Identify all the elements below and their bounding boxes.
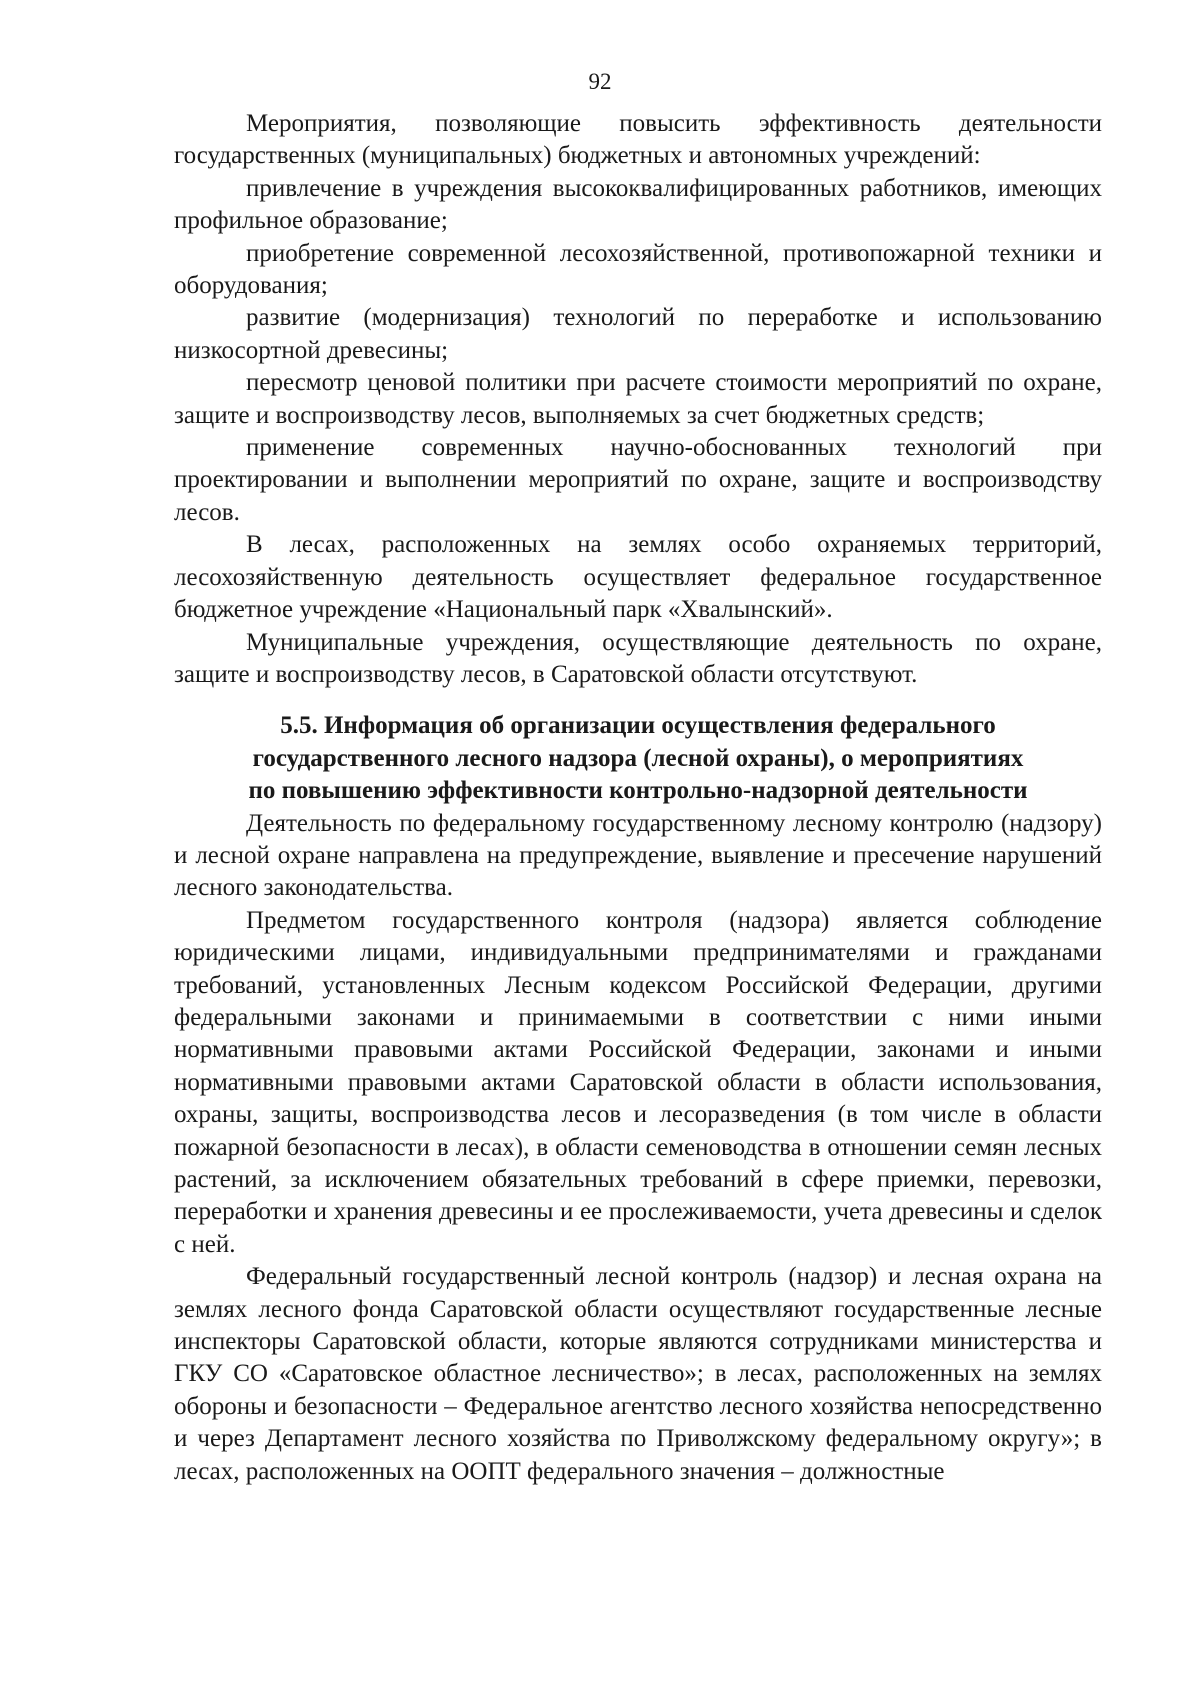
paragraph: Предметом государственного контроля (надзора) является соблюдение юридическими лицами, индивидуальными предпринимателями и гражданами требований, установленных Лесным кодексом Российской Федерации, другими федеральными законами и принимаемыми в соответствии с ними иными нормативными правовыми актами Российской Федерации, законами и иными нормативными правовыми актами Саратовской области в области использования, охраны, защиты, воспроизводства лесов и лесоразведения (в том числе в области пожарной безопасности в лесах), в области семеноводства в отношении семян лесных растений, за исключением обязательных требований в сфере приемки, перевозки, переработки и хранения древесины и ее прослеживаемости, учета древесины и сделок с ней. xyxy=(174,906,1102,1258)
section-heading xyxy=(174,710,1102,807)
paragraph: развитие (модернизация) технологий по переработке и использованию низкосортной древесины; xyxy=(174,304,1102,364)
page-number: 92 xyxy=(588,69,612,94)
paragraph: пересмотр ценовой политики при расчете стоимости мероприятий по охране, защите и воспроизводству лесов, выполняемых за счет бюджетных средств; xyxy=(174,369,1102,429)
paragraph: Муниципальные учреждения, осуществляющие деятельность по охране, защите и воспроизводству лесов, в Саратовской области отсутствуют. xyxy=(174,628,1102,688)
section-heading-line: государственного лесного надзора (лесной охраны), о мероприятиях xyxy=(252,744,1024,772)
paragraph: приобретение современной лесохозяйственной, противопожарной техники и оборудования; xyxy=(174,239,1102,300)
section-heading-line: 5.5. Информация об организации осуществления федерального xyxy=(280,712,996,740)
paragraph: В лесах, расположенных на землях особо охраняемых территорий, лесохозяйственную деятельность осуществляет федеральное государственное бюджетное учреждение «Национальный парк «Хвалынский». xyxy=(174,531,1102,624)
paragraph: Федеральный государственный лесной контроль (надзор) и лесная охрана на землях лесного фонда Саратовской области осуществляют государственные лесные инспекторы Саратовской области, которые являются сотрудниками министерства и ГКУ СО «Саратовское областное лесничество»; в лесах, расположенных на землях обороны и безопасности – Федеральное агентство лесного хозяйства непосредственно и через Департамент лесного хозяйства по Приволжскому федеральному округу»; в лесах, расположенных на ООПТ федерального значения – должностные xyxy=(174,1263,1102,1485)
document-body xyxy=(174,108,1102,1488)
section-heading-line: по повышению эффективности контрольно-надзорной деятельности xyxy=(248,777,1028,805)
paragraph: Мероприятия, позволяющие повысить эффективность деятельности государственных (муниципальных) бюджетных и автономных учреждений: xyxy=(174,110,1102,170)
paragraph: привлечение в учреждения высококвалифицированных работников, имеющих профильное образование; xyxy=(174,174,1102,235)
paragraph: Деятельность по федеральному государственному лесному контролю (надзору) и лесной охране направлена на предупреждение, выявление и пресечение нарушений лесного законодательства. xyxy=(174,809,1102,902)
paragraph: применение современных научно-обоснованных технологий при проектировании и выполнении мероприятий по охране, защите и воспроизводству лесов. xyxy=(174,434,1102,526)
